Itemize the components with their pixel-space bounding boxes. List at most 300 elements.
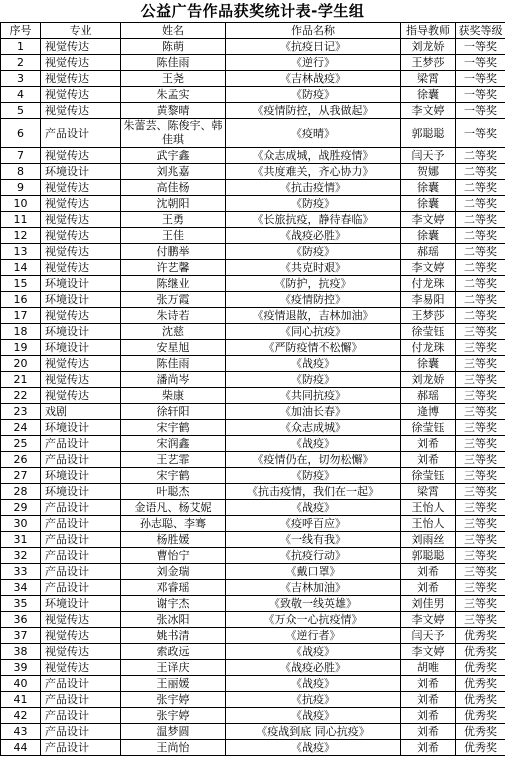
table-row bbox=[1, 516, 505, 532]
table-row bbox=[1, 404, 505, 420]
cell-work-title: 《疫呼百应》 bbox=[226, 516, 401, 532]
table-row bbox=[1, 292, 505, 308]
cell-work-title: 《防护，抗疫》 bbox=[226, 276, 401, 292]
cell-index: 26 bbox=[1, 452, 41, 468]
cell-index: 31 bbox=[1, 532, 41, 548]
cell-major: 视觉传达 bbox=[41, 212, 121, 228]
table-row bbox=[1, 564, 505, 580]
cell-teacher: 徐莹钰 bbox=[401, 324, 456, 340]
cell-work-title: 《疫情退散，吉林加油》 bbox=[226, 308, 401, 324]
cell-major: 产品设计 bbox=[41, 436, 121, 452]
table-row bbox=[1, 119, 505, 148]
cell-index: 9 bbox=[1, 180, 41, 196]
table-row bbox=[1, 244, 505, 260]
cell-work-title: 《战疫》 bbox=[226, 676, 401, 692]
table-row bbox=[1, 724, 505, 740]
table-row bbox=[1, 596, 505, 612]
cell-teacher: 刘希 bbox=[401, 740, 456, 756]
table-row bbox=[1, 612, 505, 628]
cell-index: 22 bbox=[1, 388, 41, 404]
cell-index: 14 bbox=[1, 260, 41, 276]
cell-award-level: 优秀奖 bbox=[456, 692, 505, 708]
table-row bbox=[1, 324, 505, 340]
cell-award-level: 二等奖 bbox=[456, 292, 505, 308]
cell-major: 视觉传达 bbox=[41, 660, 121, 676]
cell-name: 温梦圆 bbox=[121, 724, 226, 740]
cell-index: 25 bbox=[1, 436, 41, 452]
cell-name: 陈佳雨 bbox=[121, 55, 226, 71]
table-row bbox=[1, 164, 505, 180]
cell-index: 15 bbox=[1, 276, 41, 292]
cell-index: 29 bbox=[1, 500, 41, 516]
cell-work-title: 《众志成城》 bbox=[226, 420, 401, 436]
cell-work-title: 《众志成城，战胜疫情》 bbox=[226, 148, 401, 164]
cell-work-title: 《防疫》 bbox=[226, 196, 401, 212]
cell-teacher: 徐囊 bbox=[401, 356, 456, 372]
table-row bbox=[1, 644, 505, 660]
cell-name: 朱蕾芸、陈俊宇、韩佳琪 bbox=[121, 119, 226, 148]
cell-work-title: 《战疫必胜》 bbox=[226, 228, 401, 244]
cell-award-level: 二等奖 bbox=[456, 228, 505, 244]
cell-name: 宋润鑫 bbox=[121, 436, 226, 452]
cell-name: 沈朝阳 bbox=[121, 196, 226, 212]
cell-award-level: 二等奖 bbox=[456, 148, 505, 164]
table-row bbox=[1, 148, 505, 164]
cell-teacher: 贺娜 bbox=[401, 164, 456, 180]
cell-award-level: 二等奖 bbox=[456, 212, 505, 228]
cell-index: 34 bbox=[1, 580, 41, 596]
cell-major: 视觉传达 bbox=[41, 644, 121, 660]
cell-name: 陈佳雨 bbox=[121, 356, 226, 372]
cell-award-level: 一等奖 bbox=[456, 71, 505, 87]
cell-award-level: 三等奖 bbox=[456, 564, 505, 580]
cell-major: 产品设计 bbox=[41, 580, 121, 596]
table-row bbox=[1, 103, 505, 119]
cell-index: 35 bbox=[1, 596, 41, 612]
cell-name: 张冰阳 bbox=[121, 612, 226, 628]
cell-major: 戏剧 bbox=[41, 404, 121, 420]
cell-major: 视觉传达 bbox=[41, 228, 121, 244]
cell-index: 16 bbox=[1, 292, 41, 308]
cell-award-level: 优秀奖 bbox=[456, 724, 505, 740]
cell-work-title: 《严防疫情不松懈》 bbox=[226, 340, 401, 356]
cell-name: 王译庆 bbox=[121, 660, 226, 676]
cell-work-title: 《战疫必胜》 bbox=[226, 660, 401, 676]
table-row bbox=[1, 420, 505, 436]
cell-index: 24 bbox=[1, 420, 41, 436]
cell-work-title: 《抗疫行动》 bbox=[226, 548, 401, 564]
cell-name: 王勇 bbox=[121, 212, 226, 228]
cell-award-level: 三等奖 bbox=[456, 468, 505, 484]
cell-index: 42 bbox=[1, 708, 41, 724]
table-row bbox=[1, 276, 505, 292]
cell-work-title: 《疫情仍在，切勿松懈》 bbox=[226, 452, 401, 468]
cell-index: 36 bbox=[1, 612, 41, 628]
cell-award-level: 三等奖 bbox=[456, 372, 505, 388]
cell-work-title: 《共同抗疫》 bbox=[226, 388, 401, 404]
cell-index: 3 bbox=[1, 71, 41, 87]
cell-award-level: 三等奖 bbox=[456, 596, 505, 612]
cell-index: 23 bbox=[1, 404, 41, 420]
cell-name: 杨胜媛 bbox=[121, 532, 226, 548]
cell-name: 朱诗若 bbox=[121, 308, 226, 324]
cell-work-title: 《抗疫》 bbox=[226, 692, 401, 708]
cell-work-title: 《共度难关，齐心协力》 bbox=[226, 164, 401, 180]
cell-work-title: 《致敬一线英雄》 bbox=[226, 596, 401, 612]
cell-teacher: 刘希 bbox=[401, 676, 456, 692]
cell-index: 38 bbox=[1, 644, 41, 660]
cell-work-title: 《同心抗疫》 bbox=[226, 324, 401, 340]
cell-award-level: 三等奖 bbox=[456, 340, 505, 356]
cell-teacher: 刘龙娇 bbox=[401, 372, 456, 388]
cell-award-level: 二等奖 bbox=[456, 308, 505, 324]
cell-name: 王尚怡 bbox=[121, 740, 226, 756]
cell-award-level: 一等奖 bbox=[456, 119, 505, 148]
cell-award-level: 二等奖 bbox=[456, 164, 505, 180]
cell-index: 33 bbox=[1, 564, 41, 580]
cell-name: 王佳 bbox=[121, 228, 226, 244]
header-major: 专业 bbox=[41, 23, 121, 39]
cell-name: 黄黎晴 bbox=[121, 103, 226, 119]
cell-award-level: 二等奖 bbox=[456, 196, 505, 212]
cell-teacher: 李文婷 bbox=[401, 103, 456, 119]
cell-name: 朱孟实 bbox=[121, 87, 226, 103]
table-row bbox=[1, 548, 505, 564]
cell-index: 4 bbox=[1, 87, 41, 103]
cell-name: 潘尚岑 bbox=[121, 372, 226, 388]
cell-major: 视觉传达 bbox=[41, 87, 121, 103]
cell-major: 环境设计 bbox=[41, 164, 121, 180]
cell-work-title: 《加油长春》 bbox=[226, 404, 401, 420]
cell-teacher: 郝瑶 bbox=[401, 244, 456, 260]
cell-name: 张宇婷 bbox=[121, 708, 226, 724]
cell-work-title: 《战疫》 bbox=[226, 436, 401, 452]
cell-teacher: 徐囊 bbox=[401, 87, 456, 103]
table-row bbox=[1, 660, 505, 676]
cell-index: 6 bbox=[1, 119, 41, 148]
cell-name: 索政远 bbox=[121, 644, 226, 660]
cell-name: 曹怡宁 bbox=[121, 548, 226, 564]
cell-work-title: 《一线有我》 bbox=[226, 532, 401, 548]
cell-name: 徐轩阳 bbox=[121, 404, 226, 420]
cell-teacher: 郭聪聪 bbox=[401, 119, 456, 148]
cell-award-level: 三等奖 bbox=[456, 436, 505, 452]
cell-teacher: 刘希 bbox=[401, 708, 456, 724]
cell-work-title: 《疫晴》 bbox=[226, 119, 401, 148]
cell-major: 视觉传达 bbox=[41, 71, 121, 87]
cell-name: 张万霞 bbox=[121, 292, 226, 308]
cell-name: 陈萌 bbox=[121, 39, 226, 55]
cell-index: 21 bbox=[1, 372, 41, 388]
cell-major: 视觉传达 bbox=[41, 260, 121, 276]
cell-major: 视觉传达 bbox=[41, 612, 121, 628]
cell-major: 产品设计 bbox=[41, 724, 121, 740]
cell-index: 12 bbox=[1, 228, 41, 244]
cell-major: 视觉传达 bbox=[41, 148, 121, 164]
cell-major: 环境设计 bbox=[41, 468, 121, 484]
cell-award-level: 优秀奖 bbox=[456, 740, 505, 756]
cell-index: 8 bbox=[1, 164, 41, 180]
cell-major: 环境设计 bbox=[41, 596, 121, 612]
cell-name: 陈继业 bbox=[121, 276, 226, 292]
cell-index: 19 bbox=[1, 340, 41, 356]
cell-work-title: 《抗击疫情》 bbox=[226, 180, 401, 196]
cell-teacher: 梁霄 bbox=[401, 71, 456, 87]
cell-award-level: 优秀奖 bbox=[456, 676, 505, 692]
cell-major: 产品设计 bbox=[41, 452, 121, 468]
cell-award-level: 优秀奖 bbox=[456, 644, 505, 660]
table-row bbox=[1, 500, 505, 516]
table-row bbox=[1, 55, 505, 71]
cell-work-title: 《抗疫日记》 bbox=[226, 39, 401, 55]
table-row bbox=[1, 436, 505, 452]
cell-name: 王艺霏 bbox=[121, 452, 226, 468]
cell-teacher: 胡唯 bbox=[401, 660, 456, 676]
table-row bbox=[1, 87, 505, 103]
cell-work-title: 《逆行》 bbox=[226, 55, 401, 71]
cell-major: 视觉传达 bbox=[41, 388, 121, 404]
cell-teacher: 徐莹钰 bbox=[401, 420, 456, 436]
cell-teacher: 郭聪聪 bbox=[401, 548, 456, 564]
cell-major: 视觉传达 bbox=[41, 39, 121, 55]
cell-work-title: 《战疫》 bbox=[226, 356, 401, 372]
cell-award-level: 一等奖 bbox=[456, 55, 505, 71]
table-row bbox=[1, 708, 505, 724]
cell-teacher: 徐莹钰 bbox=[401, 468, 456, 484]
header-name: 姓名 bbox=[121, 23, 226, 39]
cell-name: 沈慈 bbox=[121, 324, 226, 340]
table-row bbox=[1, 196, 505, 212]
cell-teacher: 王怡人 bbox=[401, 500, 456, 516]
cell-award-level: 三等奖 bbox=[456, 452, 505, 468]
table-row bbox=[1, 628, 505, 644]
header-award-level: 获奖等级 bbox=[456, 23, 505, 39]
cell-award-level: 三等奖 bbox=[456, 500, 505, 516]
table-row bbox=[1, 452, 505, 468]
cell-index: 18 bbox=[1, 324, 41, 340]
cell-major: 产品设计 bbox=[41, 532, 121, 548]
cell-name: 刘金瑞 bbox=[121, 564, 226, 580]
cell-award-level: 一等奖 bbox=[456, 103, 505, 119]
cell-work-title: 《防疫》 bbox=[226, 244, 401, 260]
cell-award-level: 三等奖 bbox=[456, 580, 505, 596]
cell-work-title: 《吉林加油》 bbox=[226, 580, 401, 596]
table-body bbox=[1, 39, 505, 756]
cell-award-level: 三等奖 bbox=[456, 420, 505, 436]
table-row bbox=[1, 356, 505, 372]
cell-work-title: 《战疫》 bbox=[226, 740, 401, 756]
cell-teacher: 徐囊 bbox=[401, 228, 456, 244]
table-row bbox=[1, 468, 505, 484]
cell-major: 环境设计 bbox=[41, 276, 121, 292]
cell-teacher: 刘龙娇 bbox=[401, 39, 456, 55]
table-row bbox=[1, 212, 505, 228]
cell-name: 宋宇鹤 bbox=[121, 420, 226, 436]
cell-teacher: 付龙珠 bbox=[401, 276, 456, 292]
cell-work-title: 《战疫》 bbox=[226, 644, 401, 660]
cell-name: 谢宇杰 bbox=[121, 596, 226, 612]
cell-teacher: 李文婷 bbox=[401, 644, 456, 660]
cell-teacher: 刘希 bbox=[401, 564, 456, 580]
cell-work-title: 《吉林战疫》 bbox=[226, 71, 401, 87]
cell-name: 张宇婷 bbox=[121, 692, 226, 708]
cell-award-level: 三等奖 bbox=[456, 516, 505, 532]
cell-work-title: 《疫情防控》 bbox=[226, 292, 401, 308]
table-row bbox=[1, 308, 505, 324]
cell-award-level: 二等奖 bbox=[456, 244, 505, 260]
cell-work-title: 《防疫》 bbox=[226, 87, 401, 103]
cell-award-level: 三等奖 bbox=[456, 356, 505, 372]
cell-major: 视觉传达 bbox=[41, 356, 121, 372]
cell-award-level: 三等奖 bbox=[456, 404, 505, 420]
cell-index: 5 bbox=[1, 103, 41, 119]
table-row bbox=[1, 740, 505, 756]
cell-teacher: 刘希 bbox=[401, 436, 456, 452]
table-row bbox=[1, 580, 505, 596]
cell-major: 产品设计 bbox=[41, 500, 121, 516]
cell-award-level: 一等奖 bbox=[456, 39, 505, 55]
cell-name: 宋宇鹤 bbox=[121, 468, 226, 484]
cell-work-title: 《长旅抗疫，静待春临》 bbox=[226, 212, 401, 228]
cell-award-level: 二等奖 bbox=[456, 276, 505, 292]
cell-teacher: 徐囊 bbox=[401, 180, 456, 196]
cell-teacher: 刘希 bbox=[401, 452, 456, 468]
cell-name: 王尧 bbox=[121, 71, 226, 87]
cell-work-title: 《防疫》 bbox=[226, 468, 401, 484]
table-row bbox=[1, 372, 505, 388]
header-row bbox=[1, 23, 505, 39]
cell-index: 10 bbox=[1, 196, 41, 212]
cell-teacher: 刘佳男 bbox=[401, 596, 456, 612]
cell-teacher: 闫天予 bbox=[401, 628, 456, 644]
cell-teacher: 刘雨丝 bbox=[401, 532, 456, 548]
cell-name: 姚书清 bbox=[121, 628, 226, 644]
table-row bbox=[1, 692, 505, 708]
cell-work-title: 《战疫》 bbox=[226, 708, 401, 724]
cell-major: 环境设计 bbox=[41, 292, 121, 308]
cell-teacher: 王怡人 bbox=[401, 516, 456, 532]
cell-major: 视觉传达 bbox=[41, 372, 121, 388]
cell-name: 孙志聪、李骞 bbox=[121, 516, 226, 532]
cell-name: 许艺馨 bbox=[121, 260, 226, 276]
cell-teacher: 徐囊 bbox=[401, 196, 456, 212]
cell-major: 视觉传达 bbox=[41, 244, 121, 260]
cell-major: 产品设计 bbox=[41, 676, 121, 692]
sheet-title: 公益广告作品获奖统计表-学生组 bbox=[140, 2, 365, 20]
award-table bbox=[0, 22, 505, 756]
cell-name: 柴康 bbox=[121, 388, 226, 404]
cell-major: 环境设计 bbox=[41, 484, 121, 500]
cell-major: 视觉传达 bbox=[41, 55, 121, 71]
cell-major: 产品设计 bbox=[41, 564, 121, 580]
cell-teacher: 王梦莎 bbox=[401, 55, 456, 71]
cell-award-level: 三等奖 bbox=[456, 484, 505, 500]
cell-award-level: 三等奖 bbox=[456, 388, 505, 404]
cell-name: 武宇鑫 bbox=[121, 148, 226, 164]
cell-major: 视觉传达 bbox=[41, 103, 121, 119]
cell-work-title: 《疫情防控，从我做起》 bbox=[226, 103, 401, 119]
cell-index: 28 bbox=[1, 484, 41, 500]
cell-major: 视觉传达 bbox=[41, 308, 121, 324]
cell-teacher: 李文婷 bbox=[401, 612, 456, 628]
cell-major: 环境设计 bbox=[41, 420, 121, 436]
cell-work-title: 《戴口罩》 bbox=[226, 564, 401, 580]
table-row bbox=[1, 340, 505, 356]
cell-award-level: 三等奖 bbox=[456, 532, 505, 548]
cell-teacher: 刘希 bbox=[401, 580, 456, 596]
cell-teacher: 逄博 bbox=[401, 404, 456, 420]
cell-major: 环境设计 bbox=[41, 324, 121, 340]
cell-name: 王丽媛 bbox=[121, 676, 226, 692]
cell-teacher: 刘希 bbox=[401, 724, 456, 740]
cell-index: 39 bbox=[1, 660, 41, 676]
cell-work-title: 《逆行者》 bbox=[226, 628, 401, 644]
cell-teacher: 李文婷 bbox=[401, 260, 456, 276]
cell-index: 40 bbox=[1, 676, 41, 692]
cell-award-level: 优秀奖 bbox=[456, 708, 505, 724]
cell-work-title: 《疫战到底 同心抗疫》 bbox=[226, 724, 401, 740]
cell-teacher: 闫天予 bbox=[401, 148, 456, 164]
table-row bbox=[1, 388, 505, 404]
cell-index: 32 bbox=[1, 548, 41, 564]
cell-teacher: 刘希 bbox=[401, 692, 456, 708]
cell-teacher: 王梦莎 bbox=[401, 308, 456, 324]
cell-award-level: 一等奖 bbox=[456, 87, 505, 103]
cell-major: 产品设计 bbox=[41, 119, 121, 148]
cell-major: 产品设计 bbox=[41, 740, 121, 756]
cell-index: 20 bbox=[1, 356, 41, 372]
cell-name: 叶聪杰 bbox=[121, 484, 226, 500]
cell-teacher: 李易阳 bbox=[401, 292, 456, 308]
cell-name: 刘兆嘉 bbox=[121, 164, 226, 180]
cell-teacher: 付龙珠 bbox=[401, 340, 456, 356]
cell-index: 43 bbox=[1, 724, 41, 740]
cell-index: 30 bbox=[1, 516, 41, 532]
cell-major: 产品设计 bbox=[41, 548, 121, 564]
cell-teacher: 郝瑶 bbox=[401, 388, 456, 404]
header-teacher: 指导教师 bbox=[401, 23, 456, 39]
table-row bbox=[1, 180, 505, 196]
cell-name: 金语凡、杨艾妮 bbox=[121, 500, 226, 516]
cell-major: 环境设计 bbox=[41, 340, 121, 356]
cell-name: 付鹏举 bbox=[121, 244, 226, 260]
cell-index: 44 bbox=[1, 740, 41, 756]
cell-name: 安星旭 bbox=[121, 340, 226, 356]
cell-name: 高佳杨 bbox=[121, 180, 226, 196]
cell-teacher: 李文婷 bbox=[401, 212, 456, 228]
cell-award-level: 优秀奖 bbox=[456, 628, 505, 644]
table-row bbox=[1, 260, 505, 276]
cell-award-level: 三等奖 bbox=[456, 548, 505, 564]
cell-work-title: 《抗击疫情，我们在一起》 bbox=[226, 484, 401, 500]
cell-major: 产品设计 bbox=[41, 708, 121, 724]
cell-teacher: 梁霄 bbox=[401, 484, 456, 500]
header-work-title: 作品名称 bbox=[226, 23, 401, 39]
cell-index: 1 bbox=[1, 39, 41, 55]
cell-index: 17 bbox=[1, 308, 41, 324]
table-row bbox=[1, 39, 505, 55]
cell-award-level: 三等奖 bbox=[456, 324, 505, 340]
table-row bbox=[1, 532, 505, 548]
cell-work-title: 《共克时艰》 bbox=[226, 260, 401, 276]
cell-award-level: 优秀奖 bbox=[456, 660, 505, 676]
cell-index: 41 bbox=[1, 692, 41, 708]
cell-award-level: 二等奖 bbox=[456, 180, 505, 196]
cell-index: 7 bbox=[1, 148, 41, 164]
cell-index: 13 bbox=[1, 244, 41, 260]
cell-work-title: 《防疫》 bbox=[226, 372, 401, 388]
cell-index: 37 bbox=[1, 628, 41, 644]
